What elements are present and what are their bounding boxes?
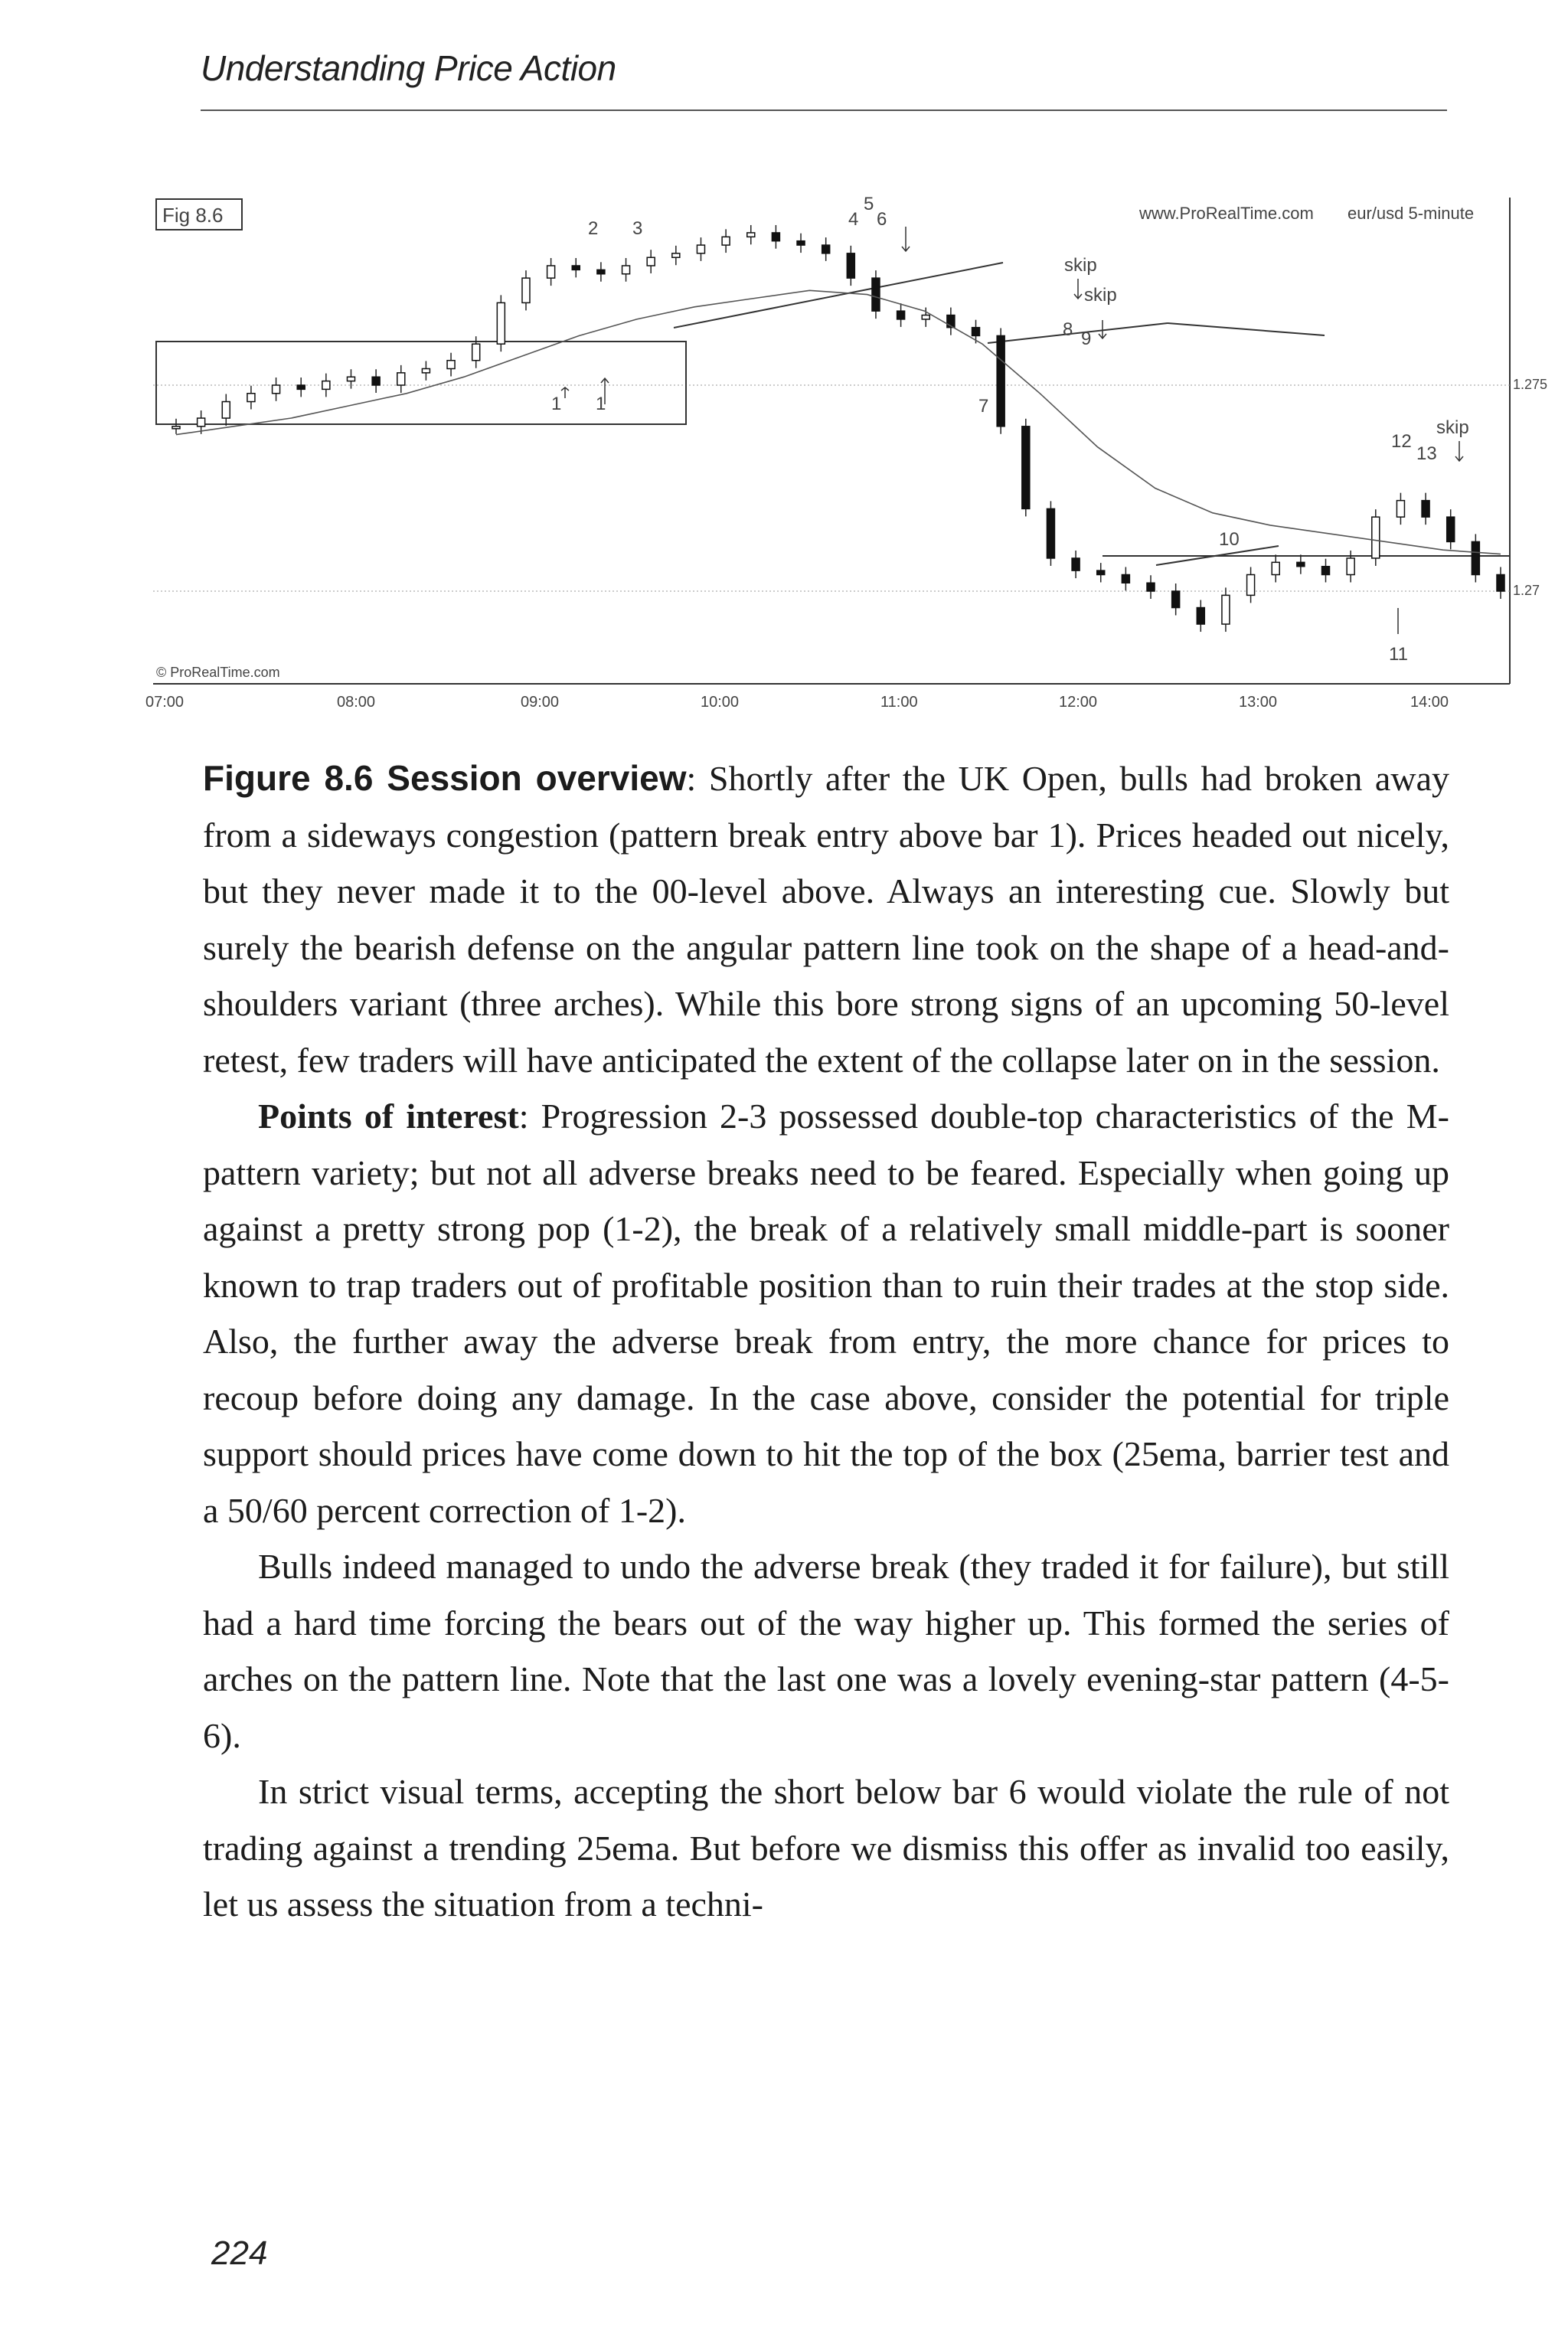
candle-up: [247, 394, 255, 402]
candle-up: [273, 385, 280, 394]
caption-label: Figure 8.6 Session overview: [203, 758, 687, 798]
candle-group: [172, 225, 1504, 632]
candle-down: [972, 328, 980, 336]
bar-label-4: 4: [848, 209, 859, 230]
candle-down: [847, 253, 854, 278]
bar-label-11: 11: [1389, 644, 1408, 665]
candle-up: [1247, 574, 1255, 595]
points-of-interest-label: Points of interest: [258, 1097, 519, 1136]
candle-up: [747, 233, 755, 237]
caption-text: : Shortly after the UK Open, bulls had broken away from a sideways congestion (pattern break entry above bar 1). Prices headed out nicely, but they never made it to the 00-level above. Always an interesting cue. Slowly but surely the bearish defense on the angular pattern line took on the shape of a head-and-shoulders variant (three arches). While this bore strong signs of an upcoming 50-level retest, few traders will have anticipated the extent of the collapse later on in the session.: [203, 759, 1449, 1080]
price-label-1275: 1.275: [1513, 377, 1548, 392]
candle-up: [322, 381, 330, 390]
candle-down: [822, 245, 830, 253]
candle-up: [697, 245, 704, 253]
paragraph-strict-visual: In strict visual terms, accepting the short below bar 6 would violate the rule of not trading against a trending 25ema. But before we dismiss this offer as invalid too easily, let us assess the situation from a techni-: [203, 1772, 1449, 1924]
candle-up: [922, 315, 929, 319]
candle-down: [1047, 508, 1054, 558]
candle-up: [347, 377, 354, 381]
page-number: 224: [211, 2234, 268, 2272]
candle-up: [622, 266, 630, 274]
candle-down: [772, 233, 779, 241]
candle-up: [1372, 517, 1380, 558]
time-label: 10:00: [701, 694, 740, 711]
arrow-down-icon: [1074, 279, 1082, 299]
candle-up: [647, 257, 655, 266]
candle-up: [447, 361, 455, 369]
congestion-box: [156, 342, 686, 424]
body-text: [203, 750, 1449, 1933]
candle-down: [897, 311, 905, 319]
skip-label-3: skip: [1436, 417, 1469, 438]
candle-up: [1347, 558, 1354, 575]
chart-instrument: eur/usd 5-minute: [1348, 204, 1475, 223]
paragraph-bulls: Bulls indeed managed to undo the adverse break (they traded it for failure), but still had a hard time forcing the bears out of the way higher up. This formed the series of arches on the pattern line. Note that the last one was a lovely evening-star pattern (4-5-6).: [203, 1547, 1449, 1755]
candle-up: [397, 373, 405, 385]
candle-up: [422, 368, 430, 372]
time-label: 09:00: [521, 694, 560, 711]
chart-svg: [145, 182, 1548, 718]
candle-down: [572, 266, 580, 270]
candle-down: [1497, 574, 1504, 591]
figure-chart: [145, 182, 1548, 718]
candle-down: [1472, 541, 1479, 574]
candle-down: [1097, 570, 1105, 574]
arrow-down-icon: [902, 227, 910, 251]
bar-label-3: 3: [632, 218, 643, 239]
candle-down: [797, 241, 805, 245]
candle-up: [172, 427, 180, 429]
pattern-line-ext: [1168, 323, 1325, 335]
bar-label-7: 7: [978, 396, 989, 417]
bar-label-8: 8: [1063, 319, 1073, 340]
bar-label-1b: 1: [596, 394, 606, 414]
candle-down: [1447, 517, 1455, 541]
candle-down: [1147, 583, 1155, 591]
price-label-127: 1.27: [1513, 583, 1540, 598]
candle-up: [1222, 595, 1230, 624]
candle-down: [297, 385, 305, 389]
candle-down: [872, 278, 880, 311]
candle-down: [372, 377, 380, 385]
candle-down: [1422, 501, 1429, 518]
chart-source: www.ProRealTime.com: [1139, 204, 1314, 223]
time-label: 08:00: [337, 694, 376, 711]
time-label: 14:00: [1410, 694, 1449, 711]
points-of-interest-text: : Progression 2-3 possessed double-top characteristics of the M-pattern variety; but not all adverse breaks need to be feared. Especially when going up against a pretty strong pop (1-2), the break of a relatively small middle-part is sooner known to trap traders out of profitable position than to ruin their trades at the stop side. Also, the further away the adverse break from entry, the more chance for prices to recoup before doing any damage. In the case above, consider the potential for triple support should prices have come down to hit the top of the box (25ema, barrier test and a 50/60 percent correction of 1-2).: [203, 1097, 1449, 1530]
ema-line: [176, 290, 1501, 554]
figure-tag: Fig 8.6: [162, 204, 224, 227]
bar-label-12: 12: [1391, 431, 1412, 452]
candle-up: [472, 344, 480, 361]
candle-up: [672, 253, 680, 257]
bar-label-2: 2: [588, 218, 599, 239]
candle-down: [597, 270, 605, 273]
candle-down: [1197, 608, 1204, 625]
arrow-down-icon: [1455, 441, 1463, 461]
candle-up: [222, 402, 230, 419]
candle-up: [1396, 501, 1404, 518]
time-label: 12:00: [1059, 694, 1098, 711]
time-label: 07:00: [145, 694, 185, 711]
candle-down: [1172, 591, 1180, 608]
arrow-down-icon: [1099, 320, 1106, 338]
candle-up: [522, 278, 530, 302]
running-head: Understanding Price Action: [201, 48, 616, 88]
time-label: 13:00: [1239, 694, 1278, 711]
header-rule: [201, 110, 1447, 111]
bar-label-6: 6: [877, 209, 887, 230]
time-axis: [145, 694, 1449, 711]
candle-down: [997, 335, 1004, 426]
candle-up: [497, 302, 505, 344]
bar-label-13: 13: [1416, 443, 1437, 464]
candle-down: [1072, 558, 1080, 570]
candle-down: [1322, 567, 1330, 575]
bar-label-9: 9: [1081, 329, 1092, 349]
bar-label-10: 10: [1219, 529, 1240, 550]
paragraph-points-of-interest: [203, 1088, 1449, 1538]
candle-down: [1022, 427, 1030, 509]
chart-copyright: © ProRealTime.com: [156, 665, 280, 680]
candle-up: [547, 266, 555, 278]
pattern-line-lower: [988, 323, 1168, 343]
candle-up: [198, 418, 205, 427]
bar-label-1: 1: [551, 394, 562, 414]
candle-up: [722, 237, 730, 245]
arrow-up-icon: [561, 387, 569, 398]
figure-caption: [203, 750, 1449, 1088]
candle-down: [1297, 562, 1305, 566]
bar-label-5: 5: [864, 194, 874, 214]
skip-label-1: skip: [1064, 255, 1097, 276]
candle-up: [1272, 562, 1279, 574]
candle-down: [1122, 574, 1129, 583]
bar-annotations: [551, 194, 1469, 665]
time-label: 11:00: [880, 694, 918, 711]
skip-label-2: skip: [1084, 285, 1117, 306]
